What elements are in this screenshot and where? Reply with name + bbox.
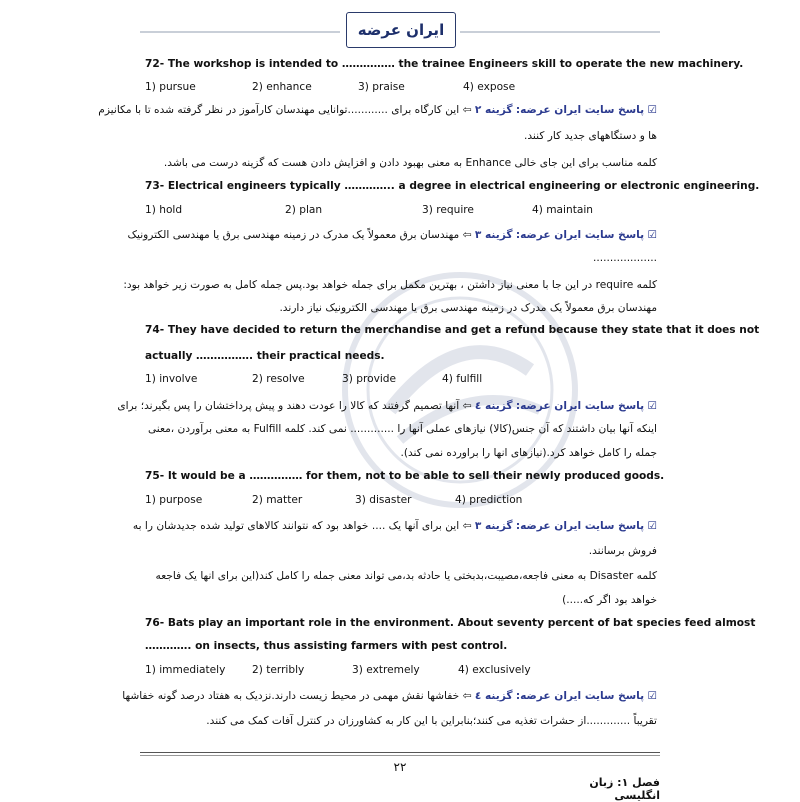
answer-label: پاسخ سایت ایران عرضه: <box>515 229 645 241</box>
explanation: مهندسان برق معمولاً یک مدرک در زمینه مهندسی برق یا مهندسی الکترونیک <box>127 229 460 241</box>
answer-74-line2: اینکه آنها بیان داشتند که آن جنس(کالا) نیازهای عملی آنها را ............. نمی کند. کلمه Fulfill به معنی برآوردن ،معنی <box>147 423 657 435</box>
answer-75-line2: فروش برسانند. <box>588 545 657 557</box>
answer-73-line2: ................... <box>593 252 657 264</box>
chapter-title: فصل ۱: زبان انگلیسی <box>589 776 660 802</box>
footer-rule-secondary <box>140 755 660 756</box>
answer-72-line1 <box>98 102 657 118</box>
answer-74-line1 <box>117 398 657 414</box>
option: 1) purpose <box>145 494 203 506</box>
option: 2) terribly <box>252 664 305 676</box>
answer-label: پاسخ سایت ایران عرضه: <box>515 104 645 116</box>
checkbox-icon: ☑ <box>647 520 657 532</box>
option: 3) provide <box>342 373 397 385</box>
answer-76-line1 <box>122 688 657 704</box>
answer-choice: گزینه ۲ <box>474 104 513 116</box>
explanation: خفاشها نقش مهمی در محیط زیست دارند.نزدیک به هفتاد درصد گونه خفاشها <box>122 690 460 702</box>
option: 3) require <box>422 204 474 216</box>
option: 4) expose <box>463 81 516 93</box>
option: 2) plan <box>285 204 323 216</box>
checkbox-icon: ☑ <box>647 229 657 241</box>
option: 1) pursue <box>145 81 196 93</box>
answer-75-line1 <box>132 518 657 534</box>
question-72: 72- The workshop is intended to …………… the trainee Engineers skill to operate the new machinery. <box>145 58 744 70</box>
options-73 <box>145 204 665 220</box>
answer-75-line3: کلمه Disaster به معنی فاجعه،مصیبت،بدبختی یا حادثه بد،می تواند معنی جمله را کامل کند(این برای انها یک فاجعه <box>155 570 657 582</box>
question-74-line1: 74- They have decided to return the merchandise and get a refund because they state that it does not <box>145 324 760 336</box>
answer-75-line4: خواهد بود اگر که.....) <box>562 594 657 606</box>
header-rule-left <box>140 31 340 33</box>
explanation: این برای آنها یک .... خواهد بود که نتوانند کالاهای تولید شده جدیدشان را به <box>132 520 460 532</box>
question-76-line1: 76- Bats play an important role in the environment. About seventy percent of bat species feed almost <box>145 617 756 629</box>
options-72 <box>145 81 665 97</box>
logo-text: ایران عرضه <box>357 21 445 39</box>
answer-choice: گزینه ۳ <box>474 229 513 241</box>
option: 1) hold <box>145 204 183 216</box>
checkbox-icon: ☑ <box>647 690 657 702</box>
answer-choice: گزینه ۳ <box>474 520 513 532</box>
footer-rule <box>140 752 660 753</box>
answer-choice: گزینه ٤ <box>474 400 513 412</box>
answer-73-line4: مهندسان برق معمولاً یک مدرک در زمینه مهندسی برق یا مهندسی الکترونیک نیاز دارند. <box>279 302 657 314</box>
header-rule-right <box>460 31 660 33</box>
page-number: ۲۲ <box>393 760 407 774</box>
arrow-icon: ⇦ <box>462 104 472 116</box>
question-75: 75- It would be a …………… for them, not to be able to sell their newly produced goods. <box>145 470 665 482</box>
answer-76-line2: تقریباً .............از حشرات تغذیه می کنند؛بنابراین با این کار به کشاورزان در کنترل آفات کمک می کنند. <box>206 715 657 727</box>
arrow-icon: ⇦ <box>462 229 472 241</box>
question-73: 73- Electrical engineers typically ………….. a degree in electrical engineering or electronic engineering. <box>145 180 760 192</box>
option: 4) fulfill <box>442 373 483 385</box>
answer-72-line2: ها و دستگاههای جدید کار کنند. <box>524 130 657 142</box>
options-76 <box>145 664 665 680</box>
option: 4) maintain <box>532 204 594 216</box>
answer-74-line3: جمله را کامل خواهد کرد.(نیازهای انها را براورده نمی کند). <box>400 447 657 459</box>
site-logo <box>346 12 456 48</box>
answer-73-line1 <box>127 227 657 243</box>
question-74-line2: actually ……………. their practical needs. <box>145 350 385 362</box>
answer-72-line3: کلمه مناسب برای این جای خالی Enhance به معنی بهبود دادن و افزایش دادن هست که گزینه درست می باشد. <box>163 157 657 169</box>
option: 4) prediction <box>455 494 523 506</box>
checkbox-icon: ☑ <box>647 104 657 116</box>
arrow-icon: ⇦ <box>462 400 472 412</box>
option: 1) involve <box>145 373 198 385</box>
option: 4) exclusively <box>458 664 531 676</box>
option: 1) immediately <box>145 664 226 676</box>
arrow-icon: ⇦ <box>462 690 472 702</box>
option: 2) matter <box>252 494 303 506</box>
option: 3) disaster <box>355 494 412 506</box>
arrow-icon: ⇦ <box>462 520 472 532</box>
options-75 <box>145 494 665 510</box>
answer-73-line3: کلمه require در این جا با معنی نیاز داشتن ، بهترین مکمل برای جمله خواهد بود.پس جمله کامل به صورت زیر خواهد بود: <box>123 279 657 291</box>
options-74 <box>145 373 665 389</box>
checkbox-icon: ☑ <box>647 400 657 412</box>
answer-label: پاسخ سایت ایران عرضه: <box>515 690 645 702</box>
option: 2) enhance <box>252 81 312 93</box>
answer-label: پاسخ سایت ایران عرضه: <box>515 400 645 412</box>
answer-choice: گزینه ٤ <box>474 690 513 702</box>
option: 3) praise <box>358 81 405 93</box>
question-76-line2: …………. on insects, thus assisting farmers with pest control. <box>145 640 508 652</box>
answer-label: پاسخ سایت ایران عرضه: <box>515 520 645 532</box>
option: 3) extremely <box>352 664 420 676</box>
option: 2) resolve <box>252 373 305 385</box>
explanation: آنها تصمیم گرفتند که کالا را عودت دهند و پیش پرداختشان را پس بگیرند؛ برای <box>117 400 460 412</box>
explanation: این کارگاه برای ............توانایی مهندسان کارآموز در نظر گرفته شده تا با مکانیزم <box>98 104 460 116</box>
